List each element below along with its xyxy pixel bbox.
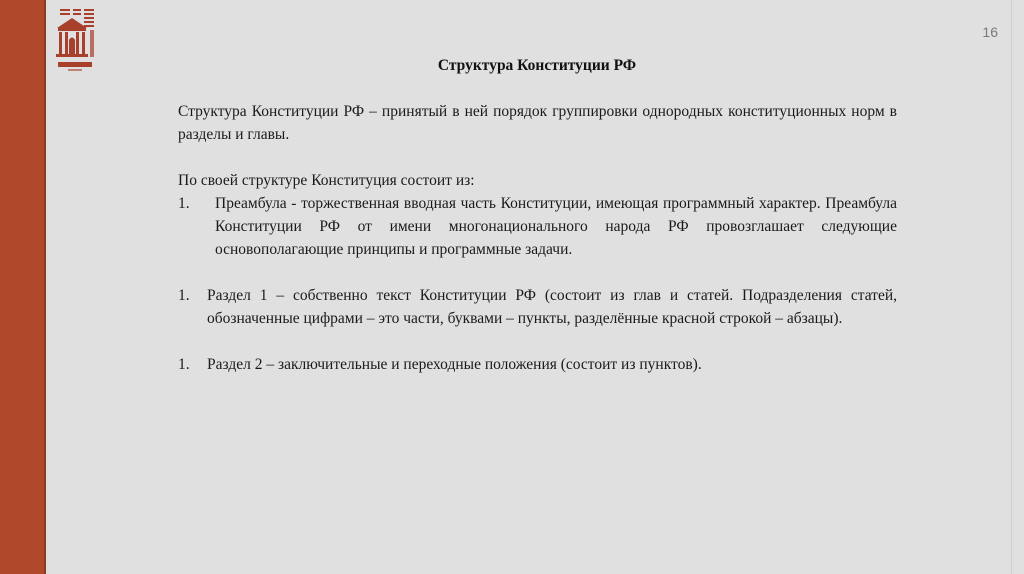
right-separator [1011,0,1012,574]
list-item [178,192,897,261]
list-item-text: Преамбула - торжественная вводная часть Конституции, имеющая программный характер. Преамбула Конституции РФ от имени многонационального народа РФ провозглашает следующие основополагающие принципы и программные задачи. [215,195,897,258]
list-item-number: 1. [178,195,190,212]
list-item-number: 1. [178,356,190,373]
left-accent-band [0,0,44,574]
left-band-edge [44,0,46,574]
list-item [178,353,897,376]
slide-title: Структура Конституции РФ [437,57,637,74]
slide-body [178,100,897,376]
list-item-text: Раздел 1 – собственно текст Конституции РФ (состоит из глав и статей. Подразделения статей, обозначенные цифрами – это части, буквами – пункты, разделённые красной строкой – абзацы). [207,287,897,327]
intro-line: По своей структуре Конституция состоит из: [178,172,475,189]
list-item-text: Раздел 2 – заключительные и переходные положения (состоит из пунктов). [207,356,702,373]
list-item-number: 1. [178,287,190,304]
page-number: 16 [982,24,998,40]
list-item [178,284,897,330]
definition-paragraph: Структура Конституции РФ – принятый в ней порядок группировки однородных конституционных норм в разделы и главы. [178,103,897,143]
